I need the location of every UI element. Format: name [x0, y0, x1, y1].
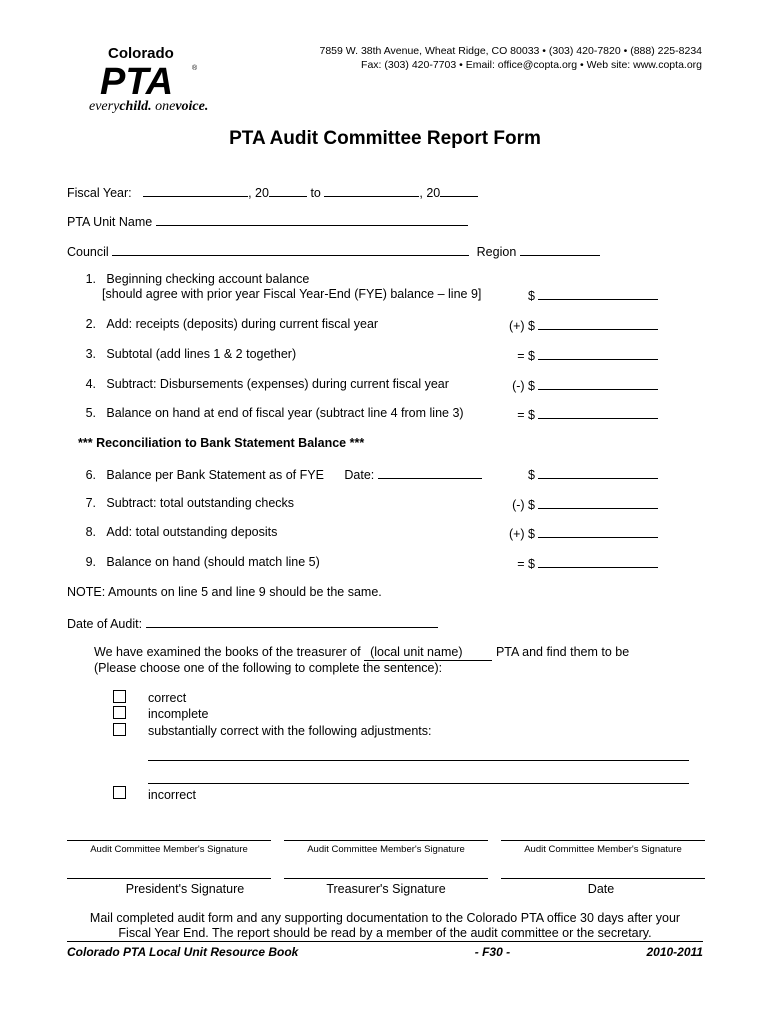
member-3-signature-label: Audit Committee Member's Signature	[524, 844, 682, 855]
line-item-1: 1. Beginning checking account balance [should agree with prior year Fiscal Year-End (FYE) balance – line 9]	[85, 272, 482, 301]
fiscal-year-end-year-field[interactable]	[440, 184, 478, 197]
incomplete-label: incomplete	[148, 707, 209, 721]
line-2-amount-field[interactable]	[538, 317, 658, 330]
line-5-amount-field[interactable]	[538, 406, 658, 419]
logo-org-name: Colorado	[108, 45, 174, 62]
council-row: Council Region	[67, 243, 600, 259]
member-2-signature-line[interactable]	[284, 840, 488, 841]
line-8-amount: (+) $	[497, 525, 658, 541]
line-3-amount-field[interactable]	[538, 347, 658, 360]
council-field[interactable]	[112, 243, 469, 256]
line-item-3: 3. Subtotal (add lines 1 & 2 together)	[85, 347, 297, 361]
president-signature-line[interactable]	[67, 878, 271, 879]
region-field[interactable]	[520, 243, 600, 256]
svg-text:®: ®	[192, 65, 198, 72]
date-signature-line[interactable]	[501, 878, 705, 879]
correct-label: correct	[148, 691, 187, 705]
pta-logo-text: PTA	[100, 61, 174, 100]
treasurer-signature-line[interactable]	[284, 878, 488, 879]
pta-logo-mark	[98, 60, 198, 100]
date-signature-label: Date	[587, 882, 615, 896]
line-7-amount-field[interactable]	[538, 496, 658, 509]
fiscal-year-end-field[interactable]	[324, 184, 419, 197]
line-item-5: 5. Balance on hand at end of fiscal year (subtract line 4 from line 3)	[85, 406, 464, 420]
line-1-amount-field[interactable]	[538, 287, 658, 300]
line-9-amount: = $	[497, 555, 658, 571]
unit-name-field[interactable]	[156, 213, 468, 226]
page-footer	[67, 941, 703, 959]
incomplete-checkbox[interactable]	[113, 706, 126, 719]
member-2-signature-label: Audit Committee Member's Signature	[307, 844, 465, 855]
incorrect-checkbox[interactable]	[113, 786, 126, 799]
tagline: everychild. onevoice.	[89, 99, 209, 114]
line-9-amount-field[interactable]	[538, 555, 658, 568]
member-3-signature-line[interactable]	[501, 840, 705, 841]
fiscal-year-start-field[interactable]	[143, 184, 248, 197]
line-2-amount: (+) $	[497, 317, 658, 333]
adjustments-line-2[interactable]	[148, 783, 689, 784]
line-3-amount: = $	[497, 347, 658, 363]
line-5-amount: = $	[497, 406, 658, 422]
incorrect-label: incorrect	[148, 788, 196, 802]
line-1-amount: $	[497, 287, 658, 303]
local-unit-name-field[interactable]: (local unit name)	[364, 645, 492, 661]
president-signature-label: President's Signature	[125, 882, 245, 896]
footer-year: 2010-2011	[646, 945, 703, 959]
substantially-correct-label: substantially correct with the following adjustments:	[148, 724, 432, 738]
treasurer-signature-label: Treasurer's Signature	[326, 882, 446, 896]
mail-instructions: Mail completed audit form and any supporting documentation to the Colorado PTA office 30 days after your Fiscal Year End. The report should be read by a member of the audit committee or the secretary.	[89, 911, 681, 940]
line-8-amount-field[interactable]	[538, 525, 658, 538]
line-4-amount-field[interactable]	[538, 377, 658, 390]
contact-info	[320, 44, 703, 72]
page-title: PTA Audit Committee Report Form	[229, 128, 541, 149]
address-line-1: 7859 W. 38th Avenue, Wheat Ridge, CO 80033 • (303) 420-7820 • (888) 225-8234	[319, 45, 702, 57]
line-6-amount: $	[497, 466, 658, 482]
member-1-signature-label: Audit Committee Member's Signature	[90, 844, 248, 855]
reconciliation-heading: *** Reconciliation to Bank Statement Balance ***	[78, 436, 365, 450]
address-line-2: Fax: (303) 420-7703 • Email: office@copta.org • Web site: www.copta.org	[361, 59, 702, 71]
date-of-audit-row: Date of Audit:	[67, 615, 438, 631]
substantially-correct-checkbox[interactable]	[113, 723, 126, 736]
footer-page-number: - F30 -	[474, 945, 511, 959]
line-item-7: 7. Subtract: total outstanding checks	[85, 496, 295, 510]
line-4-amount: (-) $	[497, 377, 658, 393]
fiscal-year-start-year-field[interactable]	[269, 184, 307, 197]
line-item-9: 9. Balance on hand (should match line 5)	[85, 555, 320, 569]
bank-statement-date-field[interactable]	[378, 466, 482, 479]
note: NOTE: Amounts on line 5 and line 9 should be the same.	[67, 585, 382, 599]
audit-statement: We have examined the books of the treasurer of (local unit name) PTA and find them to be (Please choose one of the following to complete the sentence):	[94, 645, 630, 675]
line-item-8: 8. Add: total outstanding deposits	[85, 525, 278, 539]
date-of-audit-field[interactable]	[146, 615, 438, 628]
line-6-amount-field[interactable]	[538, 466, 658, 479]
line-7-amount: (-) $	[497, 496, 658, 512]
correct-checkbox[interactable]	[113, 690, 126, 703]
line-item-6: 6. Balance per Bank Statement as of FYE Date:	[76, 466, 482, 482]
line-item-4: 4. Subtract: Disbursements (expenses) during current fiscal year	[85, 377, 449, 391]
line-item-2: 2. Add: receipts (deposits) during current fiscal year	[85, 317, 379, 331]
member-1-signature-line[interactable]	[67, 840, 271, 841]
footer-book-title: Colorado PTA Local Unit Resource Book	[67, 945, 299, 959]
unit-name-row: PTA Unit Name	[67, 213, 468, 229]
fiscal-year-row: Fiscal Year: , 20 to , 20	[67, 184, 478, 200]
adjustments-line-1[interactable]	[148, 760, 689, 761]
